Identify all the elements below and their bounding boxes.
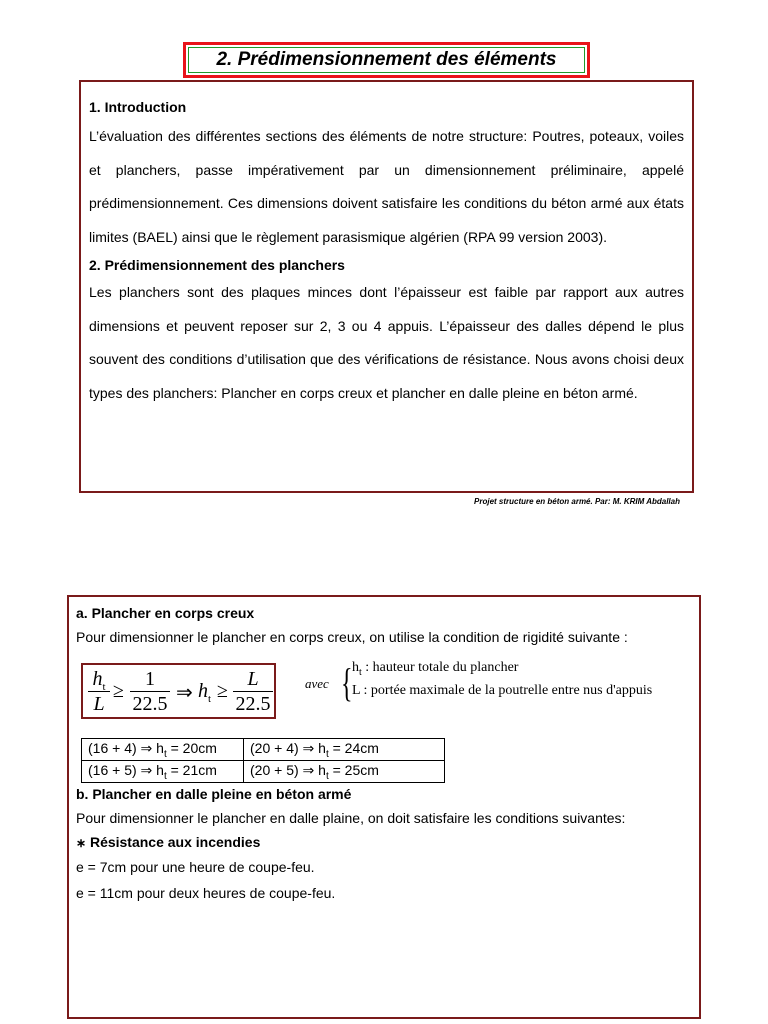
page-footer: Projet structure en béton armé. Par: M. KRIM Abdallah <box>474 497 680 506</box>
section-title-box <box>183 42 590 78</box>
plancher-details-box <box>67 595 701 1019</box>
dalle-pleine-paragraph: Pour dimensionner le plancher en dalle plaine, on doit satisfaire les conditions suivantes: <box>76 810 626 826</box>
fraction-ht-over-l <box>88 667 110 716</box>
implies-symbol: ⇒ <box>176 682 193 704</box>
formula-ht-sub: t <box>102 681 106 693</box>
corps-creux-paragraph: Pour dimensionner le plancher en corps creux, on utilise la condition de rigidité suivante : <box>76 629 628 645</box>
corps-creux-heading: a. Plancher en corps creux <box>76 605 255 621</box>
def-ht-sub: t <box>359 666 362 678</box>
table-cell: (20 + 5) ⇒ $h_t = 25cm$ <box>244 761 445 783</box>
def-ht-symbol: h <box>352 660 359 675</box>
ht-values-table <box>81 738 445 783</box>
brace-symbol: { <box>341 660 353 705</box>
definition-ht <box>352 660 518 678</box>
table-row <box>82 739 445 761</box>
incendie-line-2: e = 11cm pour deux heures de coupe-feu. <box>76 885 336 901</box>
planchers-heading: 2. Prédimensionnement des planchers <box>89 257 345 273</box>
fraction-l-over <box>233 667 273 716</box>
avec-label: avec <box>305 676 329 691</box>
geq-symbol: ≥ <box>113 680 124 702</box>
table-row <box>82 761 445 783</box>
def-ht-text: : hauteur totale du plancher <box>361 660 519 675</box>
asterisk-icon: ∗ <box>76 836 87 850</box>
section-title-inner <box>188 47 585 73</box>
formula-one: 1 <box>145 668 155 690</box>
incendie-heading <box>76 831 692 854</box>
formula-denom-1: 22.5 <box>130 691 170 716</box>
intro-paragraph: L’évaluation des différentes sections des éléments de notre structure: Poutres, poteaux, voiles et planchers, passe impérativement par un dimensionnement préliminaire, appelé prédimensionnement. Ces dimensions doivent satisfaire les conditions du béton armé aux états limites (BAEL) ainsi que le règlement parasismique algérien (RPA 99 version 2003). <box>89 128 684 245</box>
formula-l-2: L <box>247 668 259 690</box>
table-cell: (20 + 4) ⇒ $h_t = 24cm$ <box>244 739 445 761</box>
rigidity-formula <box>81 663 276 719</box>
geq-symbol-2: ≥ <box>217 680 228 702</box>
formula-ht: h <box>92 668 103 690</box>
dalle-pleine-heading: b. Plancher en dalle pleine en béton armé <box>76 786 352 802</box>
fraction-one-over <box>130 667 170 716</box>
section-title: 2. Prédimensionnement des éléments <box>216 49 557 70</box>
incendie-line-1: e = 7cm pour une heure de coupe-feu. <box>76 859 315 875</box>
formula-ht-2: h <box>198 680 208 702</box>
table-cell: (16 + 5) ⇒ $h_t = 21cm$ <box>82 761 244 783</box>
formula-l: L <box>93 693 105 715</box>
formula-row <box>76 658 692 738</box>
formula-ht-2-sub: t <box>208 693 212 705</box>
table-cell: (16 + 4) ⇒ $h_t = 20cm$ <box>82 739 244 761</box>
formula-denom-2: 22.5 <box>233 691 273 716</box>
intro-box <box>79 80 694 493</box>
intro-heading: 1. Introduction <box>89 99 187 115</box>
planchers-paragraph: Les planchers sont des plaques minces dont l’épaisseur est faible par rapport aux autres dimensions et peuvent reposer sur 2, 3 ou 4 appuis. L’épaisseur des dalles dépend le plus souvent des conditions d’utilisation que des vérifications de résistance. Nous avons choisi deux types des planchers: Plancher en corps creux et plancher en dalle pleine en béton armé. <box>89 284 684 401</box>
incendie-heading-text: Résistance aux incendies <box>89 834 261 850</box>
definition-l: L : portée maximale de la poutrelle entre nus d'appuis <box>352 683 653 698</box>
